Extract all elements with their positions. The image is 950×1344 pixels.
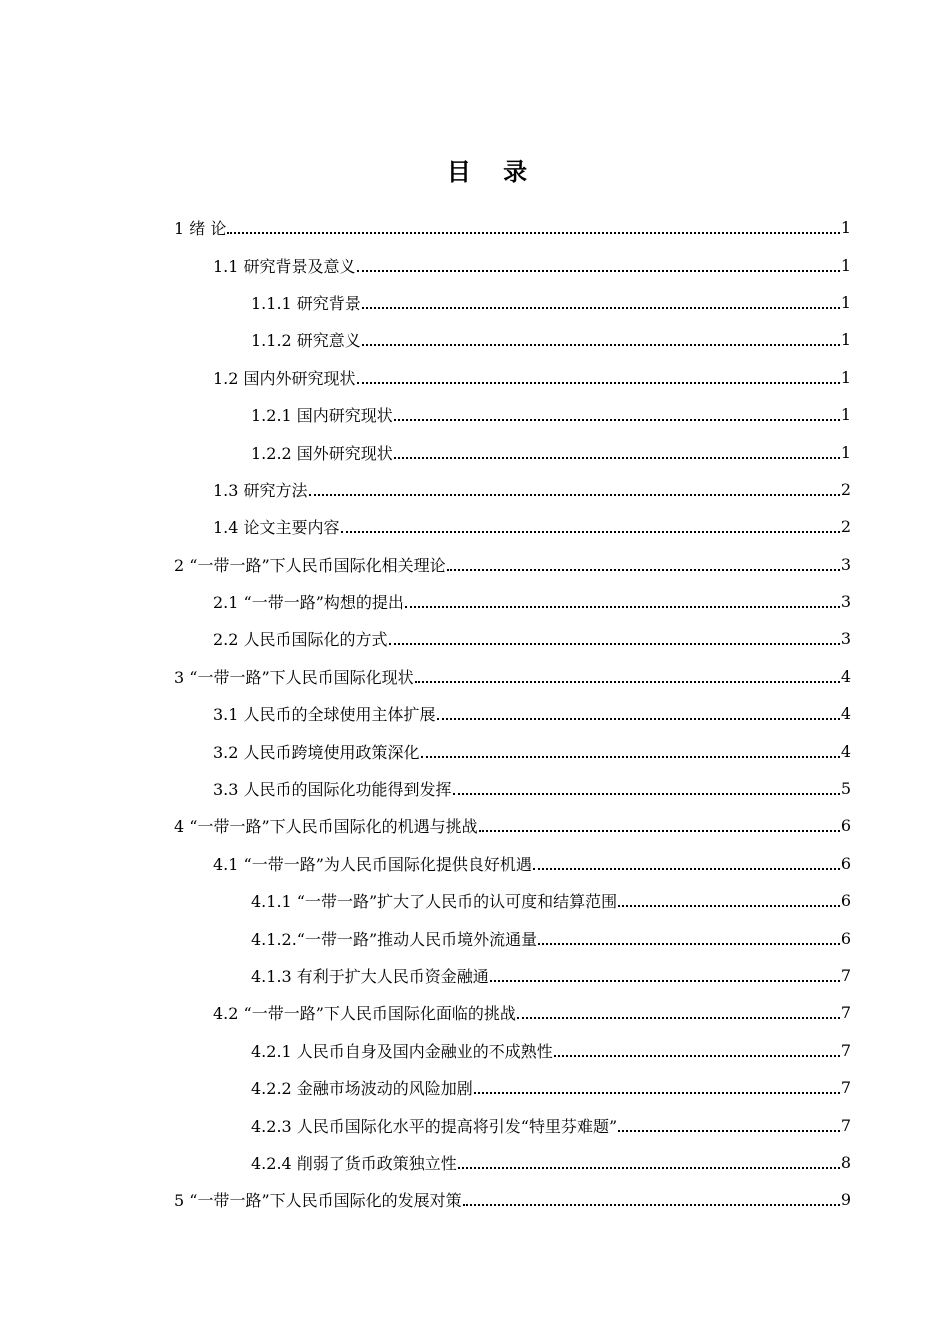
dot-leader xyxy=(421,755,840,758)
toc-entry[interactable] xyxy=(174,770,851,807)
toc-entry-page-number: 4 xyxy=(840,741,851,761)
toc-entry-page-number: 7 xyxy=(840,1115,851,1135)
toc-entry[interactable] xyxy=(174,321,851,358)
toc-entry[interactable] xyxy=(174,1069,851,1106)
toc-entry-label: 5 “一带一路”下人民币国际化的发展对策 xyxy=(174,1191,462,1211)
dot-leader xyxy=(447,568,840,571)
toc-entry-page-number: 1 xyxy=(840,405,851,425)
toc-entry-label: 2.1 “一带一路”构想的提出 xyxy=(213,593,404,613)
toc-entry[interactable] xyxy=(174,359,851,396)
toc-entry-page-number: 3 xyxy=(840,629,851,649)
dot-leader xyxy=(474,1091,840,1094)
toc-entry[interactable] xyxy=(174,1032,851,1069)
toc-entry-label: 3 “一带一路”下人民币国际化现状 xyxy=(174,667,414,687)
toc-entry-label: 3.1 人民币的全球使用主体扩展 xyxy=(213,705,436,725)
toc-entry-label: 3.3 人民币的国际化功能得到发挥 xyxy=(213,780,452,800)
toc-entry[interactable] xyxy=(174,807,851,844)
toc-entry[interactable] xyxy=(174,658,851,695)
toc-entry[interactable] xyxy=(174,695,851,732)
toc-entry-page-number: 7 xyxy=(840,1078,851,1098)
dot-leader xyxy=(618,1129,840,1132)
dot-leader xyxy=(362,343,840,346)
toc-entry-label: 4.2.1 人民币自身及国内金融业的不成熟性 xyxy=(251,1041,553,1061)
dot-leader xyxy=(453,792,840,795)
toc-entry-page-number: 7 xyxy=(840,1003,851,1023)
toc-entry-page-number: 3 xyxy=(840,592,851,612)
toc-entry[interactable] xyxy=(174,1106,851,1143)
toc-entry-label: 4.2.2 金融市场波动的风险加剧 xyxy=(251,1079,473,1099)
toc-title: 目 录 xyxy=(446,158,540,186)
toc-entry-label: 1.2.1 国内研究现状 xyxy=(251,406,393,426)
toc-entry-page-number: 4 xyxy=(840,666,851,686)
dot-leader xyxy=(357,269,840,272)
toc-entry-label: 1.2 国内外研究现状 xyxy=(213,368,356,388)
dot-leader xyxy=(227,231,839,234)
toc-entry-page-number: 9 xyxy=(840,1190,851,1210)
dot-leader xyxy=(554,1054,840,1057)
toc-entry-page-number: 6 xyxy=(840,928,851,948)
toc-entry[interactable] xyxy=(174,1144,851,1181)
dot-leader xyxy=(357,381,840,384)
toc-entry-page-number: 5 xyxy=(840,779,851,799)
toc-entry-label: 1.4 论文主要内容 xyxy=(213,518,340,538)
toc-entry-label: 4.2.4 削弱了货币政策独立性 xyxy=(251,1153,457,1173)
toc-entry[interactable] xyxy=(174,433,851,470)
toc-entry[interactable] xyxy=(174,209,851,246)
dot-leader xyxy=(437,717,840,720)
toc-entry[interactable] xyxy=(174,620,851,657)
toc-entry-page-number: 1 xyxy=(840,367,851,387)
dot-leader xyxy=(389,642,840,645)
toc-entry-label: 4.2.3 人民币国际化水平的提高将引发“特里芬难题” xyxy=(251,1116,618,1136)
toc-entry[interactable] xyxy=(174,246,851,283)
toc-entry[interactable] xyxy=(174,919,851,956)
toc-entry[interactable] xyxy=(174,845,851,882)
toc-entry-label: 2.2 人民币国际化的方式 xyxy=(213,630,388,650)
toc-entry-page-number: 6 xyxy=(840,816,851,836)
toc-entry[interactable] xyxy=(174,284,851,321)
table-of-contents xyxy=(174,209,851,1219)
toc-entry-page-number: 4 xyxy=(840,704,851,724)
dot-leader xyxy=(405,605,840,608)
toc-entry[interactable] xyxy=(174,396,851,433)
dot-leader xyxy=(458,1166,840,1169)
dot-leader xyxy=(394,456,840,459)
toc-entry-page-number: 1 xyxy=(840,218,851,238)
toc-entry-label: 1.3 研究方法 xyxy=(213,480,308,500)
toc-entry-label: 1.1.1 研究背景 xyxy=(251,293,361,313)
dot-leader xyxy=(618,904,840,907)
toc-entry-page-number: 2 xyxy=(840,517,851,537)
toc-entry-label: 4.1.1 “一带一路”扩大了人民币的认可度和结算范围 xyxy=(251,892,618,912)
toc-entry-label: 4.1 “一带一路”为人民币国际化提供良好机遇 xyxy=(213,854,532,874)
toc-entry[interactable] xyxy=(174,957,851,994)
toc-entry[interactable] xyxy=(174,1181,851,1218)
toc-entry-label: 1.1 研究背景及意义 xyxy=(213,256,356,276)
toc-entry-label: 2 “一带一路”下人民币国际化相关理论 xyxy=(174,555,446,575)
dot-leader xyxy=(463,1203,840,1206)
dot-leader xyxy=(362,306,840,309)
toc-entry-page-number: 1 xyxy=(840,292,851,312)
toc-entry-label: 3.2 人民币跨境使用政策深化 xyxy=(213,742,420,762)
dot-leader xyxy=(479,829,840,832)
toc-entry[interactable] xyxy=(174,732,851,769)
toc-entry-page-number: 1 xyxy=(840,255,851,275)
toc-entry[interactable] xyxy=(174,471,851,508)
toc-entry[interactable] xyxy=(174,882,851,919)
dot-leader xyxy=(538,942,840,945)
toc-entry[interactable] xyxy=(174,583,851,620)
toc-entry[interactable] xyxy=(174,508,851,545)
toc-entry[interactable] xyxy=(174,994,851,1031)
toc-entry-page-number: 7 xyxy=(840,1040,851,1060)
toc-entry-page-number: 6 xyxy=(840,853,851,873)
toc-entry-page-number: 2 xyxy=(840,479,851,499)
toc-entry[interactable] xyxy=(174,546,851,583)
dot-leader xyxy=(533,867,840,870)
toc-entry-label: 1.1.2 研究意义 xyxy=(251,331,361,351)
dot-leader xyxy=(490,979,840,982)
dot-leader xyxy=(415,680,840,683)
toc-entry-page-number: 7 xyxy=(840,966,851,985)
toc-entry-label: 4.1.2.“一带一路”推动人民币境外流通量 xyxy=(251,929,538,949)
toc-entry-label: 4.1.3 有利于扩大人民币资金融通 xyxy=(251,967,489,986)
toc-entry-label: 4 “一带一路”下人民币国际化的机遇与挑战 xyxy=(174,817,478,837)
dot-leader xyxy=(341,530,840,533)
toc-entry-label: 1.2.2 国外研究现状 xyxy=(251,443,393,463)
dot-leader xyxy=(309,493,840,496)
toc-entry-page-number: 1 xyxy=(840,442,851,462)
toc-entry-page-number: 6 xyxy=(840,891,851,911)
toc-entry-page-number: 8 xyxy=(840,1152,851,1172)
toc-entry-page-number: 1 xyxy=(840,330,851,350)
toc-entry-label: 4.2 “一带一路”下人民币国际化面临的挑战 xyxy=(213,1004,516,1024)
toc-entry-label: 1 绪 论 xyxy=(174,219,227,239)
dot-leader xyxy=(517,1016,840,1019)
toc-entry-page-number: 3 xyxy=(840,554,851,574)
dot-leader xyxy=(394,418,840,421)
